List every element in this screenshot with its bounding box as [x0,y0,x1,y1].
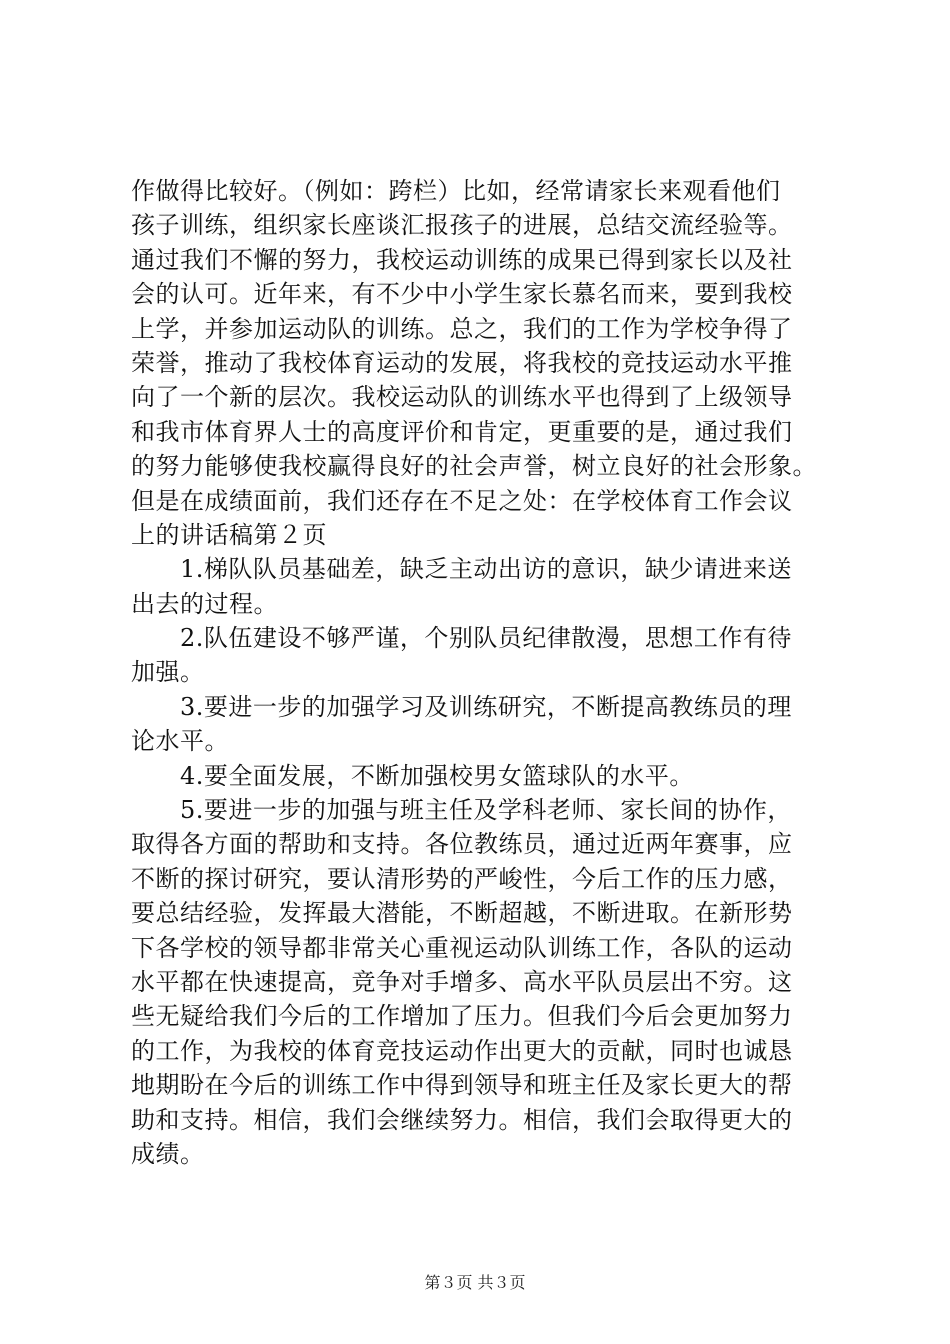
list-item-3-line: 3.要进一步的加强学习及训练研究，不断提高教练员的理 [131,692,792,721]
text-line: 地期盼在今后的训练工作中得到领导和班主任及家长更大的帮 [131,1071,793,1100]
list-item-4-line: 4.要全面发展，不断加强校男女篮球队的水平。 [131,761,694,790]
text-line: 的努力能够使我校赢得良好的社会声誉，树立良好的社会形象。 [131,452,817,481]
text-line: 不断的探讨研究，要认清形势的严峻性，今后工作的压力感， [131,864,793,893]
text-line: 的工作，为我校的体育竞技运动作出更大的贡献，同时也诚恳 [131,1036,793,1065]
text-line: 水平都在快速提高，竞争对手增多、高水平队员层出不穷。这 [131,967,793,996]
text-line: 会的认可。近年来，有不少中小学生家长慕名而来，要到我校 [131,280,793,309]
text-line: 上学，并参加运动队的训练。总之，我们的工作为学校争得了 [131,314,793,343]
list-item-5-line: 5.要进一步的加强与班主任及学科老师、家长间的协作， [131,796,792,825]
text-line: 但是在成绩面前，我们还存在不足之处：在学校体育工作会议 [131,486,793,515]
text-line: 论水平。 [131,727,229,756]
text-line: 向了一个新的层次。我校运动队的训练水平也得到了上级领导 [131,383,793,412]
text-line: 下各学校的领导都非常关心重视运动队训练工作，各队的运动 [131,933,793,962]
text-line: 和我市体育界人士的高度评价和肯定，更重要的是，通过我们 [131,417,793,446]
text-line: 作做得比较好。（例如：跨栏）比如，经常请家长来观看他们 [131,177,781,205]
text-line: 孩子训练，组织家长座谈汇报孩子的进展，总结交流经验等。 [131,211,793,240]
text-line: 上的讲话稿第２页 [131,520,327,549]
text-line: 加强。 [131,658,205,687]
text-line: 通过我们不懈的努力，我校运动训练的成果已得到家长以及社 [131,245,793,274]
list-item-1-line: 1.梯队队员基础差，缺乏主动出访的意识，缺少请进来送 [131,555,792,584]
document-body [131,174,831,1171]
list-item-2-line: 2.队伍建设不够严谨，个别队员纪律散漫，思想工作有待 [131,624,792,653]
text-line: 成绩。 [131,1139,205,1168]
text-line: 荣誉，推动了我校体育运动的发展，将我校的竞技运动水平推 [131,348,793,377]
page-number-footer: 第３页 共３页 [424,1273,526,1292]
text-line: 出去的过程。 [131,589,278,618]
text-line: 要总结经验，发挥最大潜能，不断超越，不断进取。在新形势 [131,899,793,928]
text-line: 助和支持。相信，我们会继续努力。相信，我们会取得更大的 [131,1105,793,1134]
text-line: 些无疑给我们今后的工作增加了压力。但我们今后会更加努力 [131,1002,793,1031]
text-line: 取得各方面的帮助和支持。各位教练员，通过近两年赛事，应 [131,830,793,859]
